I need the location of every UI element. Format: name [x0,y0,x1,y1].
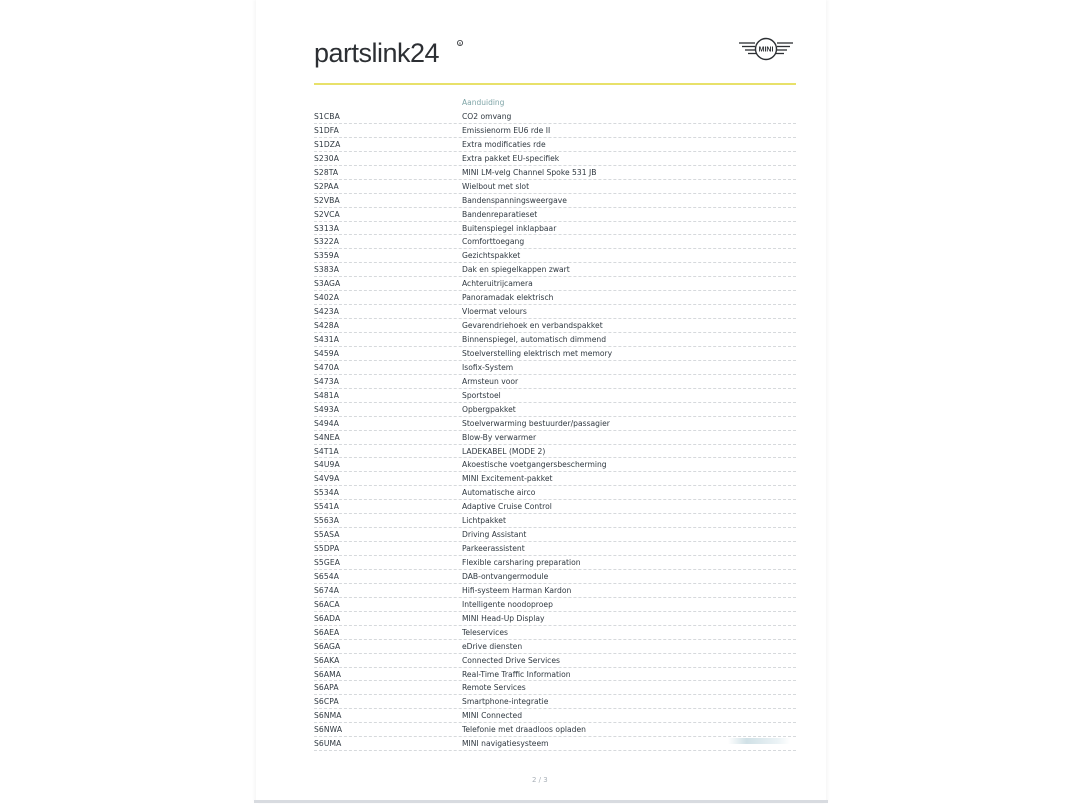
table-row [314,263,796,277]
option-code: S6APA [314,683,339,693]
option-code: S6AKA [314,655,340,665]
option-description: MINI navigatiesysteem [462,739,549,749]
option-description: Panoramadak elektrisch [462,293,554,303]
option-description: Opbergpakket [462,404,516,414]
mini-brand-logo [737,34,795,64]
option-code: S6CPA [314,697,339,707]
table-row [314,222,796,236]
option-code: S470A [314,362,340,372]
option-code: S6ACA [314,599,340,609]
option-code: S459A [314,348,340,358]
option-code: S1DZA [314,139,341,149]
option-code: S5GEA [314,558,341,567]
option-description: Extra pakket EU-specifiek [462,153,560,163]
option-code: S423A [314,307,340,317]
option-description: Vloermat velours [462,307,527,317]
option-code: S313A [314,223,340,233]
table-row [314,626,796,640]
option-description: Blow-By verwarmer [462,432,537,442]
option-description: Extra modificaties rde [462,139,546,149]
table-row [314,640,796,654]
column-header-aanduiding: Aanduiding [462,98,505,107]
partslink24-logo [314,34,474,74]
option-description: Smartphone-integratie [462,697,549,707]
table-row [314,486,796,500]
table-row [314,110,796,124]
option-code: S230A [314,153,340,163]
table-row [314,445,796,459]
option-code: S4U9A [314,460,340,470]
option-code: S1DFA [314,125,339,135]
table-row [314,542,796,556]
option-code: S6NMA [314,711,342,721]
table-row [314,249,796,263]
option-description: Gezichtspakket [462,251,521,261]
table-row [314,709,796,723]
option-description: Sportstoel [462,390,501,400]
option-description: Automatische airco [462,488,536,498]
option-description: Binnenspiegel, automatisch dimmend [462,335,607,344]
option-description: MINI Excitement-pakket [462,474,553,484]
table-row [314,208,796,222]
option-code: S28TA [314,167,339,177]
option-code: S4T1A [314,446,339,456]
table-row [314,500,796,514]
option-code: S322A [314,237,340,247]
table-row [314,612,796,626]
table-row [314,514,796,528]
option-description: Real-Time Traffic Information [462,669,571,679]
option-description: Adaptive Cruise Control [462,502,552,512]
option-code: S674A [314,585,340,595]
option-description: Driving Assistant [462,530,527,540]
table-row [314,403,796,417]
option-code: S402A [314,293,340,303]
option-description: Hifi-systeem Harman Kardon [462,585,572,595]
option-description: CO2 omvang [462,112,512,121]
option-code: S4V9A [314,474,340,484]
option-description: Buitenspiegel inklapbaar [462,223,557,233]
option-description: Intelligente noodoproep [462,599,553,609]
option-code: S563A [314,516,340,526]
table-row [314,277,796,291]
option-description: Comforttoegang [462,237,525,247]
option-description: MINI Connected [462,711,523,721]
table-row [314,681,796,695]
option-code: S383A [314,265,340,275]
option-description: Parkeerassistent [462,544,525,554]
table-row [314,124,796,138]
table-row [314,458,796,472]
table-row [314,431,796,445]
svg-text:R: R [458,42,462,46]
option-description: MINI Head-Up Display [462,613,545,623]
page-bottom-edge [254,800,828,803]
option-code: S654A [314,571,340,581]
option-description: Achteruitrijcamera [462,279,533,289]
option-code: S6NWA [314,725,343,735]
option-description: Armsteun voor [462,376,519,386]
option-description: Bandenspanningsweergave [462,195,567,205]
table-row [314,584,796,598]
brand-mark-text: MINI [758,46,774,54]
option-description: eDrive diensten [462,641,523,651]
table-row [314,291,796,305]
option-description: Gevarendriehoek en verbandspakket [462,321,603,331]
option-code: S1CBA [314,112,340,121]
option-code: S2VCA [314,209,340,219]
option-code: S428A [314,321,340,331]
option-code: S4NEA [314,432,340,442]
option-code: S5ASA [314,530,340,540]
option-description: Bandenreparatieset [462,209,538,219]
table-row [314,556,796,570]
table-row [314,319,796,333]
option-code: S534A [314,488,340,498]
option-code: S6AMA [314,669,342,679]
option-code: S6ADA [314,613,341,623]
table-row [314,654,796,668]
option-code: S5DPA [314,544,340,554]
option-code: S473A [314,376,340,386]
option-code: S6AEA [314,627,340,637]
option-code: S493A [314,404,340,414]
option-description: Telefonie met draadloos opladen [462,725,586,735]
option-code: S2PAA [314,181,339,191]
table-row [314,417,796,431]
table-row [314,194,796,208]
option-description: Flexible carsharing preparation [462,558,581,567]
table-row [314,152,796,166]
option-description: LADEKABEL (MODE 2) [462,446,546,456]
table-row [314,528,796,542]
table-row [314,347,796,361]
table-row [314,472,796,486]
table-row [314,570,796,584]
option-code: S541A [314,502,340,512]
page-number: 2 / 3 [532,776,548,784]
table-row [314,333,796,347]
option-code: S431A [314,335,340,344]
option-code: S2VBA [314,195,340,205]
option-description: Isofix-System [462,362,514,372]
table-row [314,668,796,682]
header-accent-rule [314,83,796,85]
option-code: S3AGA [314,279,341,289]
table-row [314,361,796,375]
option-description: Dak en spiegelkappen zwart [462,265,570,275]
option-description: Stoelverstelling elektrisch met memory [462,348,613,358]
option-description: Emissienorm EU6 rde II [462,125,551,135]
option-description: MINI LM-velg Channel Spoke 531 JB [462,167,597,177]
option-code: S359A [314,251,340,261]
option-code: S6UMA [314,739,342,749]
option-code: S494A [314,418,340,428]
options-table [314,110,796,751]
table-row [314,695,796,709]
option-description: Akoestische voetgangersbescherming [462,460,607,470]
option-description: Connected Drive Services [462,655,560,665]
option-code: S6AGA [314,641,341,651]
option-description: DAB-ontvangermodule [462,571,549,581]
table-row [314,166,796,180]
option-description: Stoelverwarming bestuurder/passagier [462,418,610,428]
option-code: S481A [314,390,340,400]
table-row [314,375,796,389]
logo-text: partslink24 [314,38,440,68]
table-row [314,737,796,751]
table-row [314,180,796,194]
table-row [314,723,796,737]
table-row [314,598,796,612]
option-description: Teleservices [462,627,508,637]
option-description: Remote Services [462,683,526,693]
option-description: Lichtpakket [462,516,506,526]
table-row [314,389,796,403]
scan-artifact [728,738,790,744]
option-description: Wielbout met slot [462,181,530,191]
table-row [314,235,796,249]
table-row [314,305,796,319]
table-row [314,138,796,152]
